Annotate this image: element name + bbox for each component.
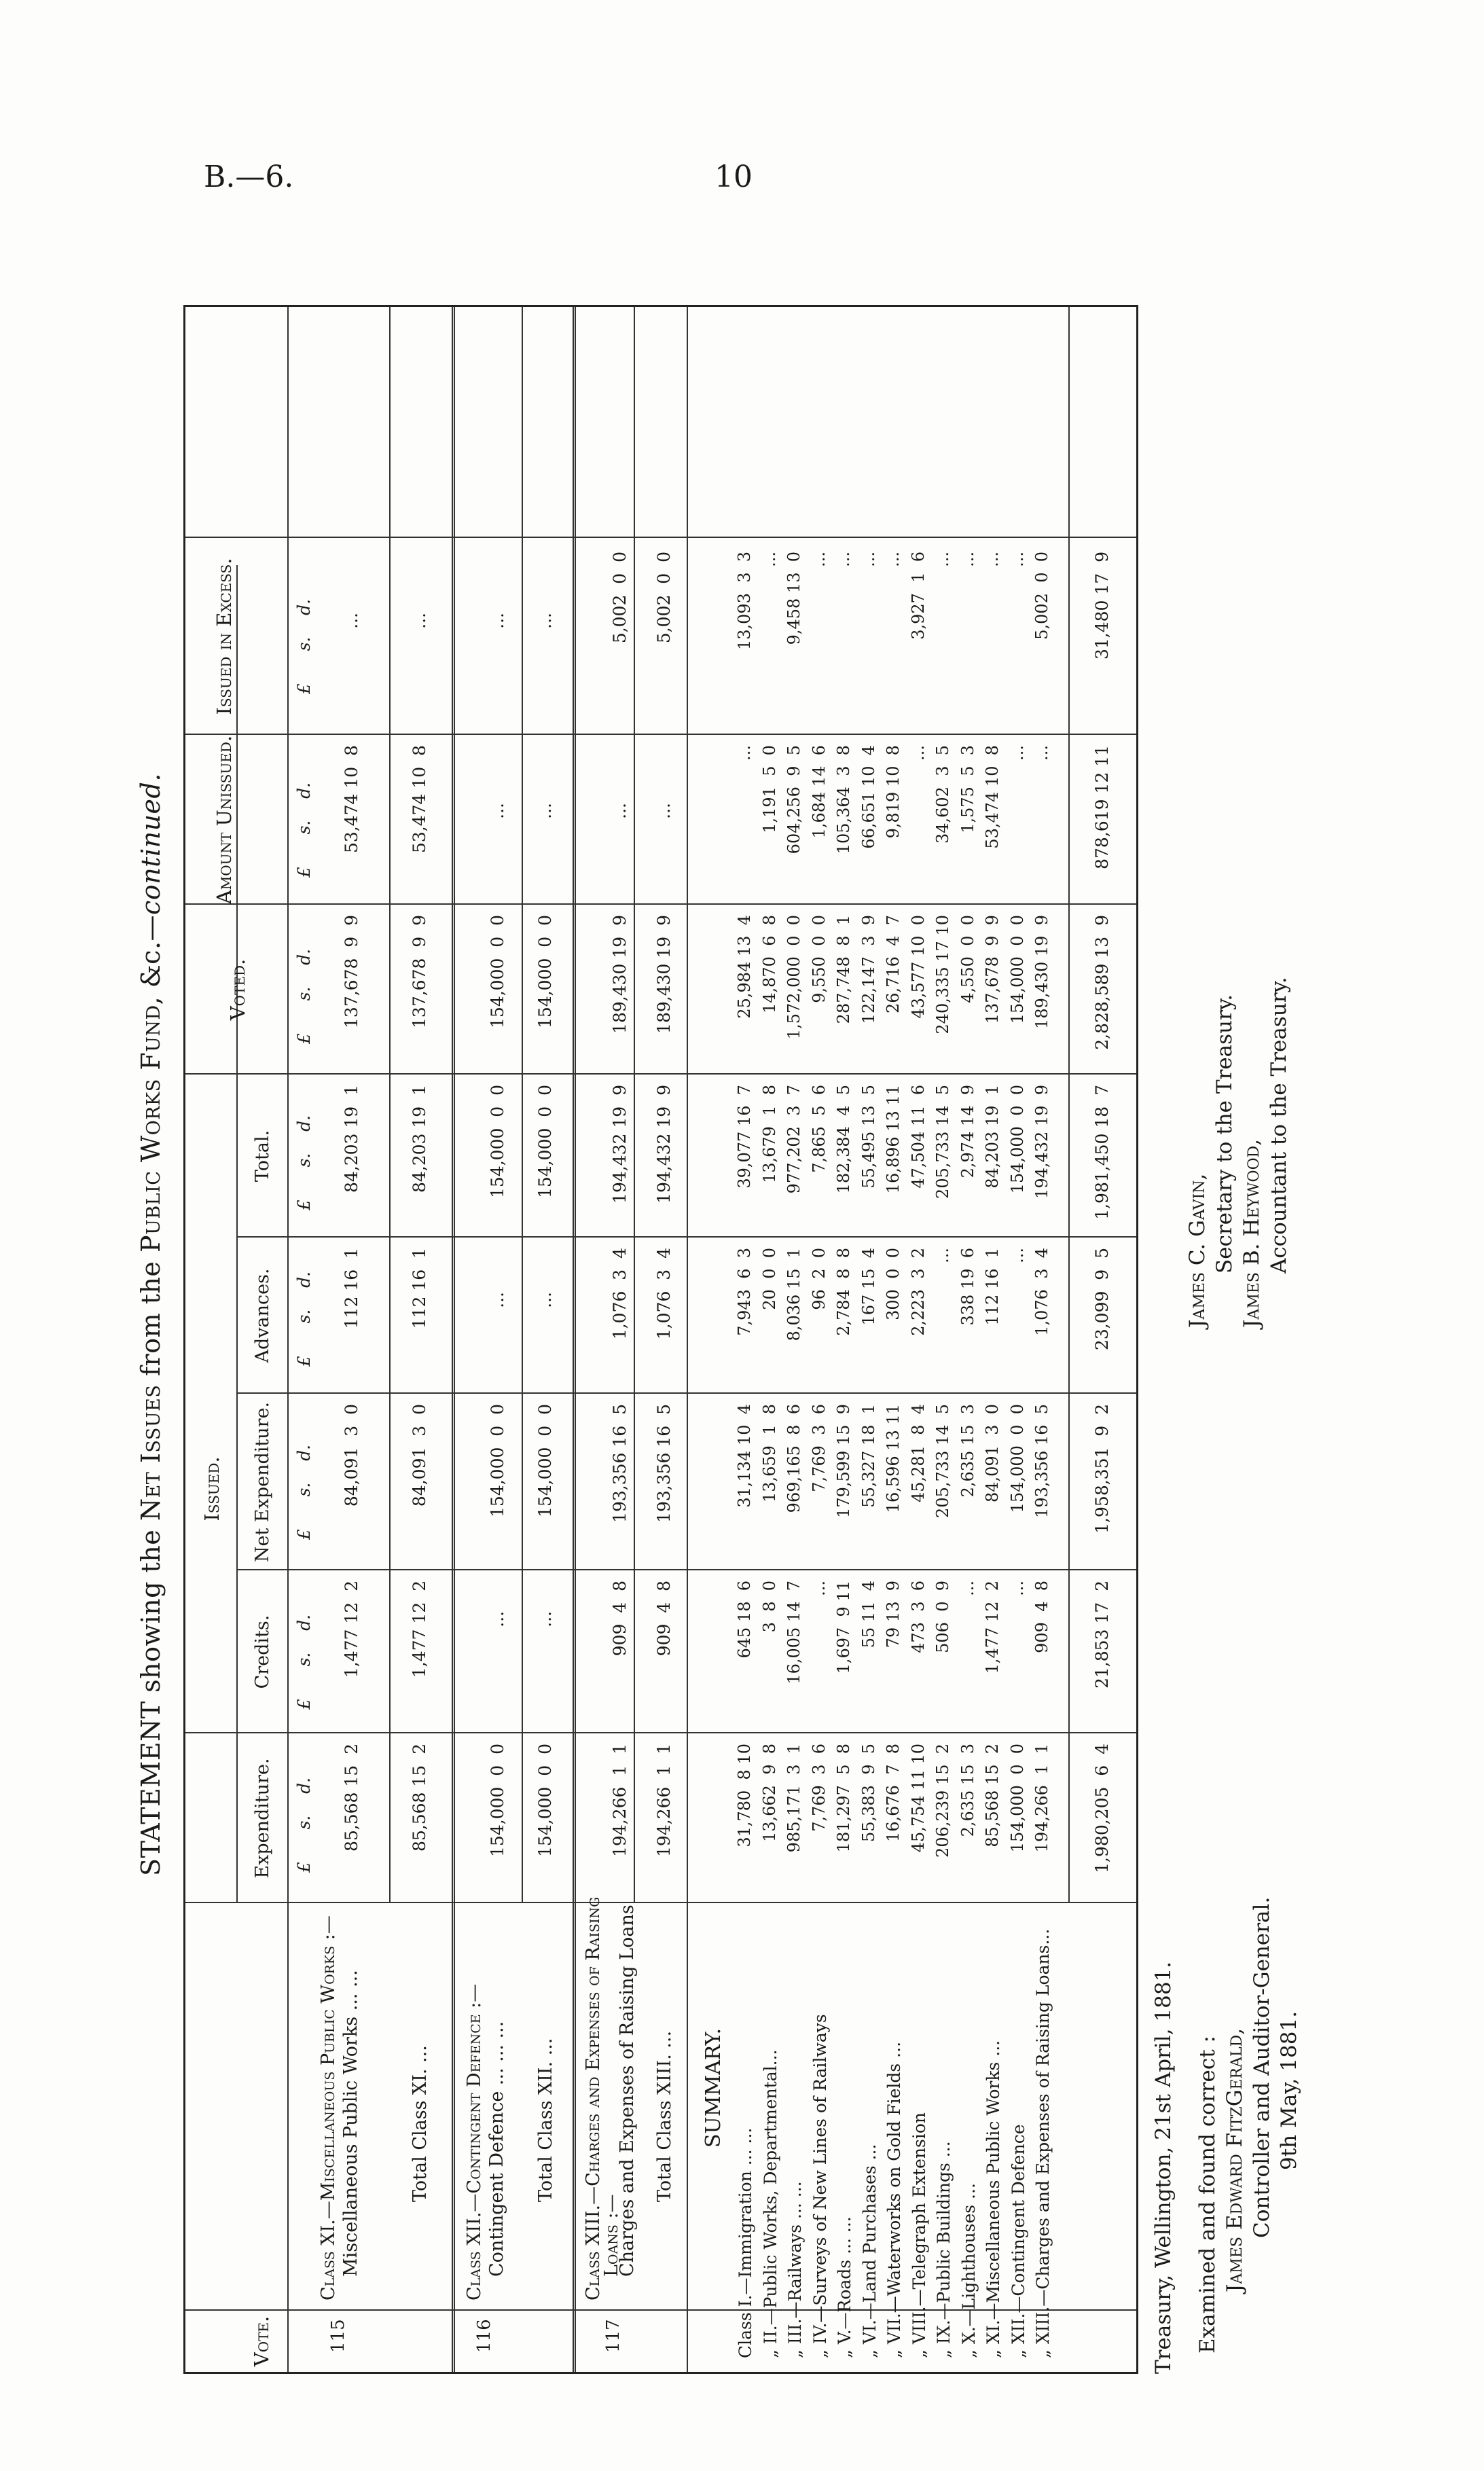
summary-cell-voted: 26,716 4 7 <box>884 915 903 1014</box>
summary-cell-expenditure: 31,780 8 10 <box>735 1744 754 1847</box>
summary-cell-expenditure: 55,383 9 5 <box>858 1744 878 1843</box>
class-title: Loans :— <box>601 2194 622 2277</box>
summary-cell-net-expenditure: 55,327 18 1 <box>858 1404 878 1508</box>
summary-cell-unissued: 604,256 9 5 <box>784 745 803 854</box>
cell-credits: 1,477 12 2 <box>342 1581 361 1678</box>
examined-note: Examined and found correct : <box>1195 2036 1220 2353</box>
header-advances: Advances. <box>252 1268 273 1363</box>
units-label: £ s. d. <box>294 1444 314 1540</box>
cell-expenditure: 85,568 15 2 <box>342 1744 361 1852</box>
summary-class-label: „ X.—Lighthouses ... <box>958 2183 979 2358</box>
summary-cell-credits: 55 11 4 <box>858 1581 878 1648</box>
summary-cell-advances: 300 0 0 <box>884 1248 903 1320</box>
summary-cell-expenditure: 985,171 3 1 <box>784 1744 803 1853</box>
summary-cell-credits: 1,697 9 11 <box>834 1581 853 1674</box>
cell-voted: 154,000 0 0 <box>535 915 555 1028</box>
summary-cell-net-expenditure: 205,733 14 5 <box>933 1404 952 1518</box>
summary-cell-credits: ... <box>1007 1581 1027 1596</box>
cell-voted: 137,678 9 9 <box>410 915 429 1028</box>
cell-total: 194,432 19 9 <box>654 1085 674 1204</box>
summary-cell-expenditure: 16,676 7 8 <box>884 1744 903 1843</box>
cell-advances: 1,076 3 4 <box>654 1248 674 1340</box>
cell-credits: ... <box>488 1611 507 1627</box>
summary-cell-net-expenditure: 13,659 1 8 <box>759 1404 779 1503</box>
summary-cell-excess: ... <box>1007 552 1027 567</box>
summary-cell-credits: 3 8 0 <box>759 1581 779 1633</box>
summary-cell-expenditure: 194,266 1 1 <box>1032 1744 1051 1853</box>
class-title: Class XI.—Miscellaneous Public Works :— <box>318 1915 339 2301</box>
summary-class-label: „ VI.—Land Purchases ... <box>859 2144 880 2358</box>
cell-advances: 1,076 3 4 <box>610 1248 630 1340</box>
cell-unissued: ... <box>610 803 630 819</box>
summary-cell-total: 977,202 3 7 <box>784 1085 803 1194</box>
summary-cell-unissued: 1,191 5 0 <box>759 745 779 833</box>
summary-cell-advances: 2,784 8 8 <box>834 1248 853 1336</box>
cell-total: 194,432 19 9 <box>610 1085 630 1204</box>
total-label: Total Class XII. ... <box>535 2038 556 2202</box>
summary-cell-net-expenditure: 84,091 3 0 <box>983 1404 1002 1503</box>
header-amount-unissued: Amount Unissued. <box>213 735 236 905</box>
summary-class-label: „ IX.—Public Buildings ... <box>934 2141 954 2358</box>
cell-unissued: 53,474 10 8 <box>342 745 361 854</box>
summary-cell-expenditure: 154,000 0 0 <box>1007 1744 1027 1853</box>
summary-cell-net-expenditure: 45,281 8 4 <box>908 1404 928 1503</box>
summary-cell-advances: 1,076 3 4 <box>1032 1248 1051 1336</box>
summary-cell-unissued: 1,684 14 6 <box>809 745 829 839</box>
class-title: Class XII.—Contingent Defence :— <box>464 1983 485 2301</box>
summary-cell-total: 55,495 13 5 <box>858 1085 878 1189</box>
grand-total-unissued: 878,619 12 11 <box>1092 745 1112 869</box>
cell-net-expenditure: 154,000 0 0 <box>535 1404 555 1517</box>
header-vote: Vote. <box>250 2315 273 2367</box>
cell-expenditure: 85,568 15 2 <box>410 1744 429 1852</box>
summary-cell-unissued: ... <box>735 745 754 761</box>
summary-cell-advances: 20 0 0 <box>759 1248 779 1310</box>
cell-total: 84,203 19 1 <box>410 1085 429 1193</box>
cell-credits: ... <box>535 1611 555 1627</box>
summary-cell-advances: 338 19 6 <box>958 1248 977 1326</box>
summary-cell-expenditure: 7,769 3 6 <box>809 1744 829 1832</box>
page-number: 10 <box>714 160 753 194</box>
grand-total-excess: 31,480 17 9 <box>1092 552 1112 660</box>
summary-cell-excess: 5,002 0 0 <box>1032 552 1051 640</box>
cell-total: 154,000 0 0 <box>535 1085 555 1198</box>
summary-cell-advances: 112 16 1 <box>983 1248 1002 1326</box>
header-credits: Credits. <box>252 1615 273 1689</box>
summary-cell-net-expenditure: 179,599 15 9 <box>834 1404 853 1518</box>
units-label: £ s. d. <box>294 1614 314 1710</box>
cell-total: 154,000 0 0 <box>488 1085 507 1198</box>
statement-title: STATEMENT showing the Net Issues from the Public Works Fund, &c.—continued. <box>136 773 166 1876</box>
cell-unissued: ... <box>654 803 674 819</box>
page-label: B.—6. <box>204 160 294 194</box>
units-label: £ s. d. <box>294 782 314 878</box>
summary-cell-advances: ... <box>1007 1248 1027 1263</box>
summary-cell-total: 47,504 11 6 <box>908 1085 928 1189</box>
summary-heading: SUMMARY. <box>702 2027 725 2148</box>
summary-cell-unissued: ... <box>1032 745 1051 761</box>
units-label: £ s. d. <box>294 598 314 694</box>
cell-advances: ... <box>488 1292 507 1308</box>
summary-cell-advances: 167 15 4 <box>858 1248 878 1326</box>
statement-table <box>183 305 1138 2374</box>
summary-cell-total: 84,203 19 1 <box>983 1085 1002 1189</box>
cell-unissued: ... <box>488 803 507 819</box>
summary-cell-credits: 79 13 9 <box>884 1581 903 1648</box>
summary-cell-excess: ... <box>809 552 829 567</box>
header-expenditure: Expenditure. <box>252 1758 273 1879</box>
class-title: Class XIII.—Charges and Expenses of Raising <box>583 1896 604 2301</box>
header-issued-in-excess: Issued in Excess. <box>213 558 236 715</box>
grand-total-voted: 2,828,589 13 9 <box>1092 915 1112 1050</box>
summary-cell-total: 182,384 4 5 <box>834 1085 853 1194</box>
summary-class-label: „ V.—Roads ... ... <box>835 2216 854 2358</box>
summary-cell-voted: 14,870 6 8 <box>759 915 779 1014</box>
summary-class-label: „ XIII.—Charges and Expenses of Raising Loans... <box>1033 1928 1053 2358</box>
summary-cell-credits: 909 4 8 <box>1032 1581 1051 1653</box>
cell-excess: ... <box>535 613 555 629</box>
summary-cell-voted: 189,430 19 9 <box>1032 915 1051 1029</box>
item-label: Charges and Expenses of Raising Loans <box>617 1905 638 2277</box>
summary-class-label: „ XII.—Contingent Defence <box>1008 2124 1028 2358</box>
cell-total: 84,203 19 1 <box>342 1085 361 1193</box>
cell-voted: 154,000 0 0 <box>488 915 507 1028</box>
item-label: Miscellaneous Public Works ... ... <box>340 1970 361 2277</box>
summary-cell-credits: 16,005 14 7 <box>784 1581 803 1684</box>
cell-excess: ... <box>342 613 361 629</box>
cell-excess: 5,002 0 0 <box>654 552 674 644</box>
cell-net-expenditure: 193,356 16 5 <box>610 1404 630 1523</box>
summary-cell-unissued: 9,819 10 8 <box>884 745 903 839</box>
summary-cell-credits: ... <box>809 1581 829 1596</box>
summary-cell-excess: ... <box>983 552 1002 567</box>
header-issued: Issued. <box>200 1456 223 1521</box>
cell-voted: 137,678 9 9 <box>342 915 361 1028</box>
summary-cell-excess: ... <box>958 552 977 567</box>
total-label: Total Class XI. ... <box>410 2045 431 2202</box>
summary-cell-unissued: 66,651 10 4 <box>858 745 878 849</box>
grand-total-net-expenditure: 1,958,351 9 2 <box>1092 1404 1112 1534</box>
summary-cell-advances: 96 2 0 <box>809 1248 829 1310</box>
signatory-heywood-name: James B. Heywood, <box>1239 1138 1264 1328</box>
summary-class-label: „ II.—Public Works, Departmental... <box>760 2049 780 2358</box>
summary-cell-advances: 7,943 6 3 <box>735 1248 754 1336</box>
cell-excess: ... <box>488 613 507 629</box>
summary-cell-net-expenditure: 31,134 10 4 <box>735 1404 754 1508</box>
summary-cell-voted: 43,577 10 0 <box>908 915 928 1019</box>
summary-cell-total: 154,000 0 0 <box>1007 1085 1027 1194</box>
summary-cell-excess: 13,093 3 3 <box>735 552 754 651</box>
cell-voted: 189,430 19 9 <box>610 915 630 1034</box>
summary-class-label: „ VII.—Waterworks on Gold Fields ... <box>884 2041 904 2358</box>
summary-cell-unissued: 1,575 5 3 <box>958 745 977 833</box>
units-label: £ s. d. <box>294 1115 314 1210</box>
summary-cell-expenditure: 2,635 15 3 <box>958 1744 977 1837</box>
summary-cell-net-expenditure: 154,000 0 0 <box>1007 1404 1027 1513</box>
cell-expenditure: 194,266 1 1 <box>610 1744 630 1857</box>
summary-cell-unissued: 34,602 3 5 <box>933 745 952 844</box>
summary-cell-total: 2,974 14 9 <box>958 1085 977 1178</box>
summary-class-label: „ XI.—Miscellaneous Public Works ... <box>983 2040 1003 2358</box>
summary-cell-credits: 1,477 12 2 <box>983 1581 1002 1674</box>
cell-credits: 909 4 8 <box>610 1581 630 1657</box>
summary-cell-advances: 8,036 15 1 <box>784 1248 803 1341</box>
total-label: Total Class XIII. ... <box>654 2030 675 2202</box>
cell-net-expenditure: 193,356 16 5 <box>654 1404 674 1523</box>
summary-cell-credits: 473 3 6 <box>908 1581 928 1653</box>
summary-cell-voted: 287,748 8 1 <box>834 915 853 1024</box>
rotated-statement-sheet <box>136 255 1358 2394</box>
auditor-title: Controller and Auditor-General. <box>1250 1896 1274 2238</box>
units-label: £ s. d. <box>294 1777 314 1873</box>
units-label: £ s. d. <box>294 948 314 1044</box>
summary-cell-total: 7,865 5 6 <box>809 1085 829 1173</box>
summary-cell-voted: 240,335 17 10 <box>933 915 952 1034</box>
summary-cell-net-expenditure: 969,165 8 6 <box>784 1404 803 1513</box>
summary-cell-excess: 9,458 13 0 <box>784 552 803 645</box>
cell-net-expenditure: 84,091 3 0 <box>410 1404 429 1507</box>
signatory-gavin-title: Secretary to the Treasury. <box>1212 994 1237 1274</box>
summary-cell-total: 39,077 16 7 <box>735 1085 754 1189</box>
grand-total-advances: 23,099 9 5 <box>1092 1248 1112 1351</box>
summary-cell-excess: ... <box>884 552 903 567</box>
summary-cell-total: 194,432 19 9 <box>1032 1085 1051 1199</box>
cell-expenditure: 154,000 0 0 <box>535 1744 555 1857</box>
summary-cell-total: 16,896 13 11 <box>884 1085 903 1194</box>
header-voted: Voted. <box>226 958 249 1021</box>
summary-cell-voted: 25,984 13 4 <box>735 915 754 1019</box>
cell-unissued: ... <box>535 803 555 819</box>
summary-cell-total: 205,733 14 5 <box>933 1085 952 1199</box>
signatory-gavin-name: James C. Gavin, <box>1185 1173 1210 1328</box>
cell-excess: ... <box>410 613 429 629</box>
summary-cell-excess: ... <box>858 552 878 567</box>
summary-cell-unissued: ... <box>908 745 928 761</box>
summary-cell-excess: ... <box>933 552 952 567</box>
cell-unissued: 53,474 10 8 <box>410 745 429 854</box>
cell-advances: 112 16 1 <box>410 1248 429 1329</box>
place-date: Treasury, Wellington, 21st April, 1881. <box>1151 1961 1176 2374</box>
summary-cell-excess: ... <box>834 552 853 567</box>
cell-net-expenditure: 154,000 0 0 <box>488 1404 507 1517</box>
summary-class-label: Class I.—Immigration ... ... <box>736 2127 755 2358</box>
summary-cell-voted: 154,000 0 0 <box>1007 915 1027 1024</box>
summary-cell-net-expenditure: 2,635 15 3 <box>958 1404 977 1498</box>
summary-cell-expenditure: 181,297 5 8 <box>834 1744 853 1853</box>
cell-credits: 909 4 8 <box>654 1581 674 1657</box>
cell-net-expenditure: 84,091 3 0 <box>342 1404 361 1507</box>
grand-total-expenditure: 1,980,205 6 4 <box>1092 1744 1112 1873</box>
summary-cell-excess: 3,927 1 6 <box>908 552 928 640</box>
summary-cell-voted: 9,550 0 0 <box>809 915 829 1003</box>
summary-cell-advances: 2,223 3 2 <box>908 1248 928 1336</box>
summary-cell-voted: 4,550 0 0 <box>958 915 977 1003</box>
summary-cell-credits: ... <box>958 1581 977 1596</box>
audit-date: 9th May, 1881. <box>1277 2010 1301 2170</box>
summary-cell-unissued: 105,364 3 8 <box>834 745 853 854</box>
cell-excess: 5,002 0 0 <box>610 552 630 644</box>
summary-cell-net-expenditure: 7,769 3 6 <box>809 1404 829 1492</box>
summary-cell-net-expenditure: 193,356 16 5 <box>1032 1404 1051 1518</box>
summary-cell-expenditure: 13,662 9 8 <box>759 1744 779 1843</box>
summary-class-label: „ IV.—Surveys of New Lines of Railways <box>810 2014 830 2358</box>
summary-cell-expenditure: 85,568 15 2 <box>983 1744 1002 1847</box>
vote-number: 115 <box>328 2319 348 2353</box>
summary-cell-credits: 645 18 6 <box>735 1581 754 1659</box>
summary-cell-expenditure: 206,239 15 2 <box>933 1744 952 1858</box>
header-total: Total. <box>252 1130 273 1183</box>
header-net-expenditure: Net Expenditure. <box>252 1401 273 1563</box>
cell-credits: 1,477 12 2 <box>410 1581 429 1678</box>
cell-expenditure: 154,000 0 0 <box>488 1744 507 1857</box>
summary-cell-voted: 1,572,000 0 0 <box>784 915 803 1040</box>
summary-cell-unissued: 53,474 10 8 <box>983 745 1002 849</box>
summary-cell-voted: 137,678 9 9 <box>983 915 1002 1024</box>
summary-cell-voted: 122,147 3 9 <box>858 915 878 1024</box>
cell-advances: ... <box>535 1292 555 1308</box>
auditor-name: James Edward FitzGerald, <box>1223 2027 1247 2292</box>
grand-total-total: 1,981,450 18 7 <box>1092 1085 1112 1220</box>
signatory-heywood-title: Accountant to the Treasury. <box>1267 977 1291 1274</box>
item-label: Contingent Defence ... ... ... <box>486 2021 507 2277</box>
grand-total-credits: 21,853 17 2 <box>1092 1581 1112 1689</box>
summary-cell-advances: ... <box>933 1248 952 1263</box>
summary-cell-excess: ... <box>759 552 779 567</box>
cell-advances: 112 16 1 <box>342 1248 361 1329</box>
vote-number: 117 <box>603 2319 623 2353</box>
summary-cell-net-expenditure: 16,596 13 11 <box>884 1404 903 1513</box>
summary-cell-expenditure: 45,754 11 10 <box>908 1744 928 1853</box>
summary-class-label: „ VIII.—Telegraph Extension <box>909 2112 929 2358</box>
summary-cell-total: 13,679 1 8 <box>759 1085 779 1184</box>
units-label: £ s. d. <box>294 1271 314 1367</box>
vote-number: 116 <box>474 2319 494 2353</box>
cell-expenditure: 194,266 1 1 <box>654 1744 674 1857</box>
summary-class-label: „ III.—Railways ... ... <box>785 2181 805 2358</box>
summary-cell-credits: 506 0 9 <box>933 1581 952 1653</box>
summary-cell-unissued: ... <box>1007 745 1027 761</box>
cell-voted: 189,430 19 9 <box>654 915 674 1034</box>
